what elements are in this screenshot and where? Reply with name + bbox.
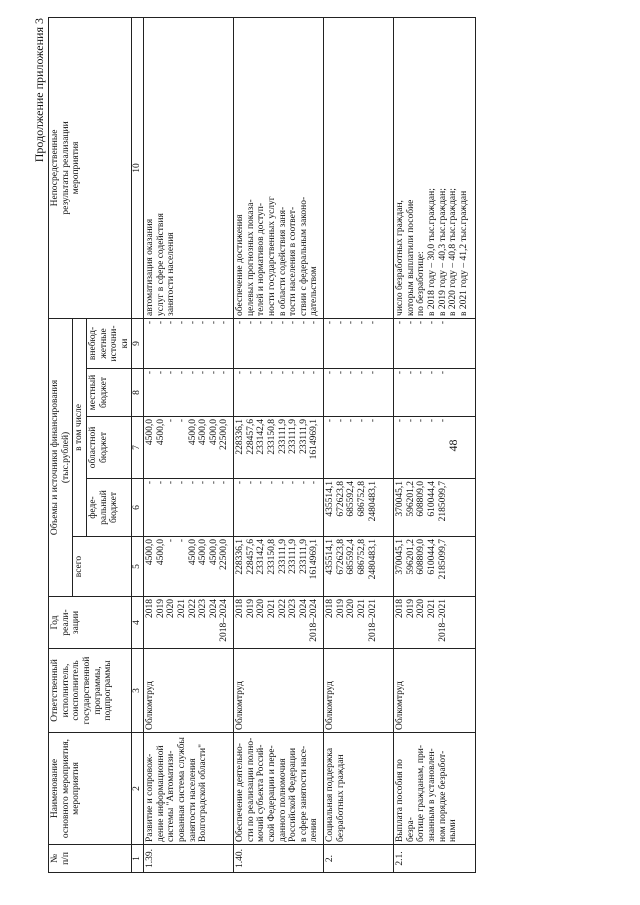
header-financing: Объемы и источники финансирования (тыс.рублей) (49, 318, 73, 596)
amount-local: - - - - - (394, 369, 476, 417)
table-row (144, 17, 234, 872)
measure-name: Обеспечение деятельно- сти по реализации полно- мочий субъекта Россий- ской Федерации и пере- данного полномочия Российской Федерации в сфере занятости насе- ления (234, 733, 324, 845)
direct-result: автоматизация оказания услуг в сфере содействия занятости населения (144, 17, 234, 318)
amount-regional: - - - - - (394, 417, 476, 479)
column-index: 3 (132, 649, 144, 733)
amount-total: 370045,1 596201,2 608809,0 610044,4 2185099,7 (394, 537, 476, 597)
row-number: 1.39. (144, 845, 234, 873)
row-number: 2. (324, 845, 394, 873)
amount-local: - - - - - - - - (144, 369, 234, 417)
header-including: в том числе (73, 318, 87, 536)
amount-extrabudgetary: - - - - - (324, 318, 394, 368)
measure-name: Выплата пособия по безра- ботице гражданам, при- знанным в установлен- ном порядке безработ- ными (394, 733, 476, 845)
row-number: 2.1. (394, 845, 476, 873)
column-index: 6 (132, 479, 144, 537)
amount-federal: - - - - - - - - (234, 479, 324, 537)
rotated-document-page (32, 18, 572, 873)
header-year: Год реали- зации (49, 597, 132, 649)
header-name: Наименование основного мероприятия, мероприятия (49, 733, 132, 845)
column-index: 10 (132, 17, 144, 318)
amount-total: 4500,0 4500,0 - - 4500,0 4500,0 4500,0 22500,0 (144, 537, 234, 597)
page-number: 48 (446, 439, 460, 452)
amount-extrabudgetary: - - - - - - - - (234, 318, 324, 368)
direct-result: обеспечение достижения целевых прогнозных показа- телей и нормативов доступ- ности государственных услуг в области содействия заня- тости населения в соответ- ствии с федеральным законо- дательством (234, 17, 324, 318)
table-row (324, 17, 394, 872)
table-row (234, 17, 324, 872)
header-total: всего (73, 537, 132, 597)
direct-result: число безработных граждан, которым выплатили пособие по безработице: в 2018 году – 30,0 тыс.граждан; в 2019 году – 40,3 тыс.граждан; в 2020 году – 40,8 тыс.граждан; в 2021 году – 41,2 тыс.граждан (394, 17, 476, 318)
responsible-executor: Облкомтруд (394, 649, 476, 733)
amount-total: 435514,1 672623,8 685592,4 686752,8 2480483,1 (324, 537, 394, 597)
column-index: 1 (132, 845, 144, 873)
direct-result (324, 17, 394, 318)
amount-extrabudgetary: - - - - - (394, 318, 476, 368)
amount-extrabudgetary: - - - - - - - - (144, 318, 234, 368)
responsible-executor: Облкомтруд (144, 649, 234, 733)
column-index-row (132, 17, 144, 872)
measure-name: Социальная поддержка безработных граждан (324, 733, 394, 845)
column-index: 5 (132, 537, 144, 597)
amount-federal: 370045,1 596201,2 608809,0 610044,4 2185099,7 (394, 479, 476, 537)
header-result: Непосредственные результаты реализации мероприятия (49, 17, 132, 318)
years: 2018 2019 2020 2021 2018–2021 (324, 597, 394, 649)
measure-name: Развитие и сопровож- дение информационной системы "Автоматизи- рованная система службы занятости населения Волгоградской области" (144, 733, 234, 845)
header-extrabudgetary: внебюд- жетные источни- ки (86, 318, 132, 368)
amount-regional: - - - - - (324, 417, 394, 479)
amount-total: 228336,1 228457,6 233142,4 233150,8 233111,9 233111,9 233111,9 1614969,1 (234, 537, 324, 597)
column-index: 8 (132, 369, 144, 417)
column-index: 2 (132, 733, 144, 845)
amount-federal: - - - - - - - - (144, 479, 234, 537)
amount-federal: 435514,1 672623,8 685592,4 686752,8 2480483,1 (324, 479, 394, 537)
responsible-executor: Облкомтруд (324, 649, 394, 733)
amount-local: - - - - - (324, 369, 394, 417)
amount-regional: 228336,1 228457,6 233142,4 233150,8 233111,9 233111,9 233111,9 1614969,1 (234, 417, 324, 479)
header-regional: областной бюджет (86, 417, 132, 479)
running-header: Продолжение приложения 3 (32, 18, 46, 163)
header-local: местный бюджет (86, 369, 132, 417)
financing-table (48, 17, 476, 873)
years: 2018 2019 2020 2021 2018–2021 (394, 597, 476, 649)
header-federal: феде- ральный бюджет (86, 479, 132, 537)
amount-regional: 4500,0 4500,0 - - 4500,0 4500,0 4500,0 22500,0 (144, 417, 234, 479)
table-row (394, 17, 476, 872)
responsible-executor: Облкомтруд (234, 649, 324, 733)
column-index: 7 (132, 417, 144, 479)
header-no: № п/п (49, 845, 132, 873)
column-index: 4 (132, 597, 144, 649)
column-index: 9 (132, 318, 144, 368)
amount-local: - - - - - - - - (234, 369, 324, 417)
header-responsible: Ответственный исполнитель, соисполнитель государственной программы, подпрограммы (49, 649, 132, 733)
years: 2018 2019 2020 2021 2022 2023 2024 2018–2024 (144, 597, 234, 649)
years: 2018 2019 2020 2021 2022 2023 2024 2018–2024 (234, 597, 324, 649)
row-number: 1.40. (234, 845, 324, 873)
